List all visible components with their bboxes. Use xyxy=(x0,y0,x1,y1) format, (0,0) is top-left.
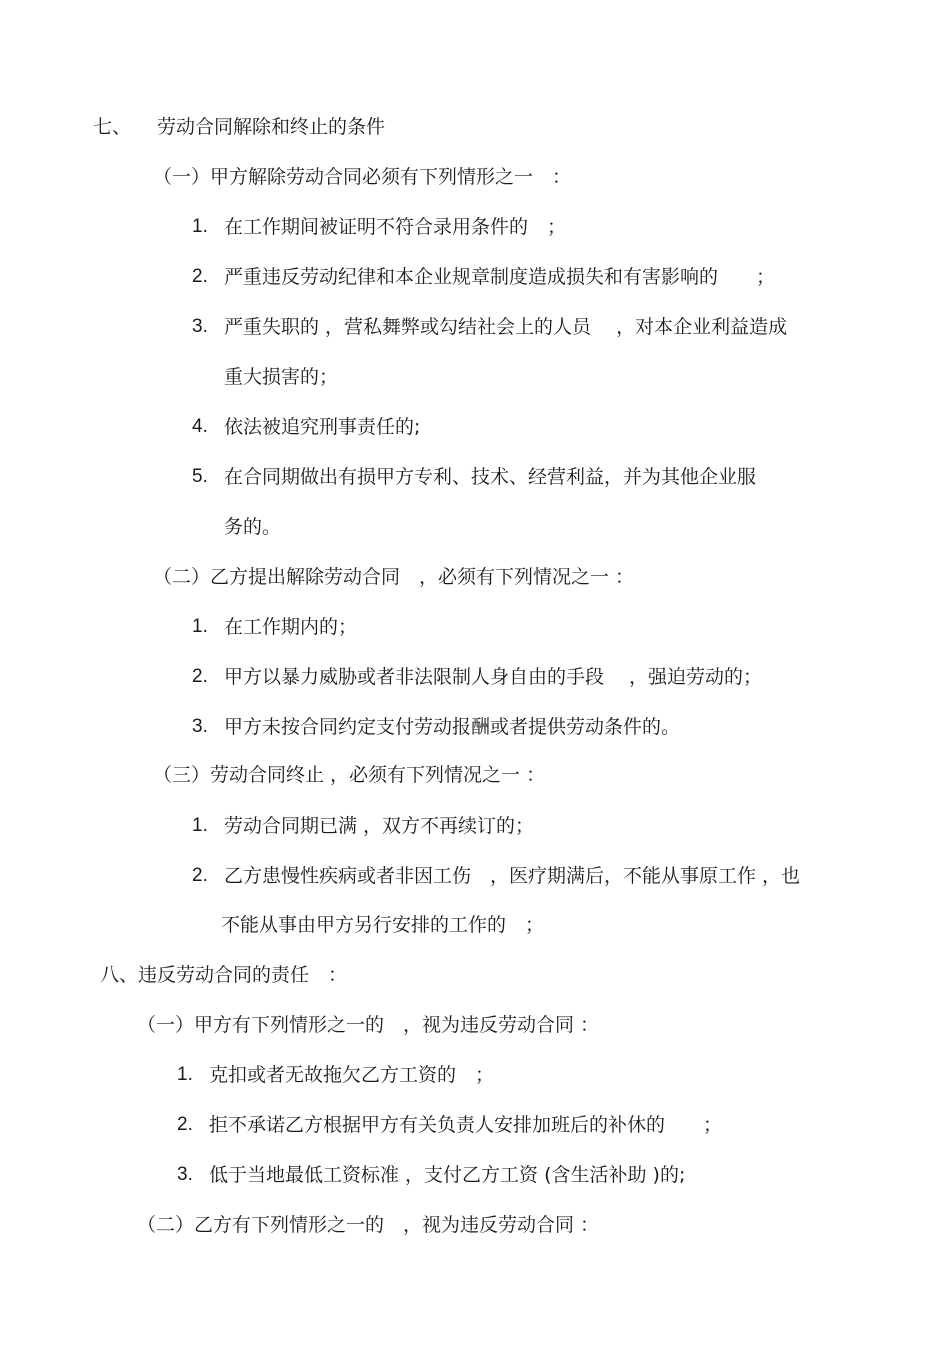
section-7-sub-1-heading: （一）甲方解除劳动合同必须有下列情形之一 ： xyxy=(153,166,572,188)
item-number: 2. xyxy=(177,1114,193,1135)
list-item-continuation: 不能从事由甲方另行安排的工作的 ； xyxy=(221,914,545,936)
item-number: 1. xyxy=(192,815,208,836)
list-item: 乙方患慢性疾病或者非因工伤 ，医疗期满后，不能从事原工作 ，也 xyxy=(224,865,801,887)
item-number: 2. xyxy=(192,666,208,687)
item-number: 4. xyxy=(192,416,208,437)
item-number: 3. xyxy=(192,316,208,337)
section-7-marker: 七、 xyxy=(93,116,132,138)
list-item: 在工作期内的； xyxy=(224,616,358,638)
list-item: 甲方以暴力威胁或者非法限制人身自由的手段 ，强迫劳动的； xyxy=(224,666,763,688)
item-number: 5. xyxy=(192,466,208,487)
item-number: 2. xyxy=(192,266,208,287)
section-7-sub-3-heading: （三）劳动合同终止 ，必须有下列情况之一 ： xyxy=(153,764,546,786)
section-7-heading: 劳动合同解除和终止的条件 xyxy=(157,116,386,138)
section-7-sub-2-heading: （二）乙方提出解除劳动合同 ，必须有下列情况之一 ： xyxy=(153,566,635,588)
section-8-heading: 八、违反劳动合同的责任 ： xyxy=(100,964,348,986)
item-number: 2. xyxy=(192,865,208,886)
list-item: 克扣或者无故拖欠乙方工资的 ； xyxy=(209,1064,495,1086)
list-item: 在合同期做出有损甲方专利、技术、经营利益，并为其他企业服 xyxy=(224,466,757,488)
list-item: 在工作期间被证明不符合录用条件的 ； xyxy=(224,216,567,238)
item-number: 3. xyxy=(192,716,208,737)
list-item: 劳动合同期已满 ，双方不再续订的； xyxy=(224,815,535,837)
list-item: 甲方未按合同约定支付劳动报酬或者提供劳动条件的。 xyxy=(224,716,681,738)
list-item: 低于当地最低工资标准 ，支付乙方工资 (含生活补助 )的; xyxy=(209,1164,686,1186)
section-8-sub-2-heading: （二）乙方有下列情形之一的 ，视为违反劳动合同 ： xyxy=(137,1214,600,1236)
list-item: 拒不承诺乙方根据甲方有关负责人安排加班后的补休的 ； xyxy=(209,1114,723,1136)
list-item-continuation: 重大损害的； xyxy=(224,366,339,388)
item-number: 1. xyxy=(177,1064,193,1085)
list-item-continuation: 务的。 xyxy=(224,516,282,538)
list-item: 依法被追究刑事责任的; xyxy=(224,416,421,438)
list-item: 严重违反劳动纪律和本企业规章制度造成损失和有害影响的 ； xyxy=(224,266,776,288)
item-number: 1. xyxy=(192,216,208,237)
list-item: 严重失职的 ，营私舞弊或勾结社会上的人员 ，对本企业利益造成 xyxy=(224,316,788,338)
section-8-sub-1-heading: （一）甲方有下列情形之一的 ，视为违反劳动合同 ： xyxy=(137,1014,600,1036)
item-number: 3. xyxy=(177,1164,193,1185)
item-number: 1. xyxy=(192,616,208,637)
